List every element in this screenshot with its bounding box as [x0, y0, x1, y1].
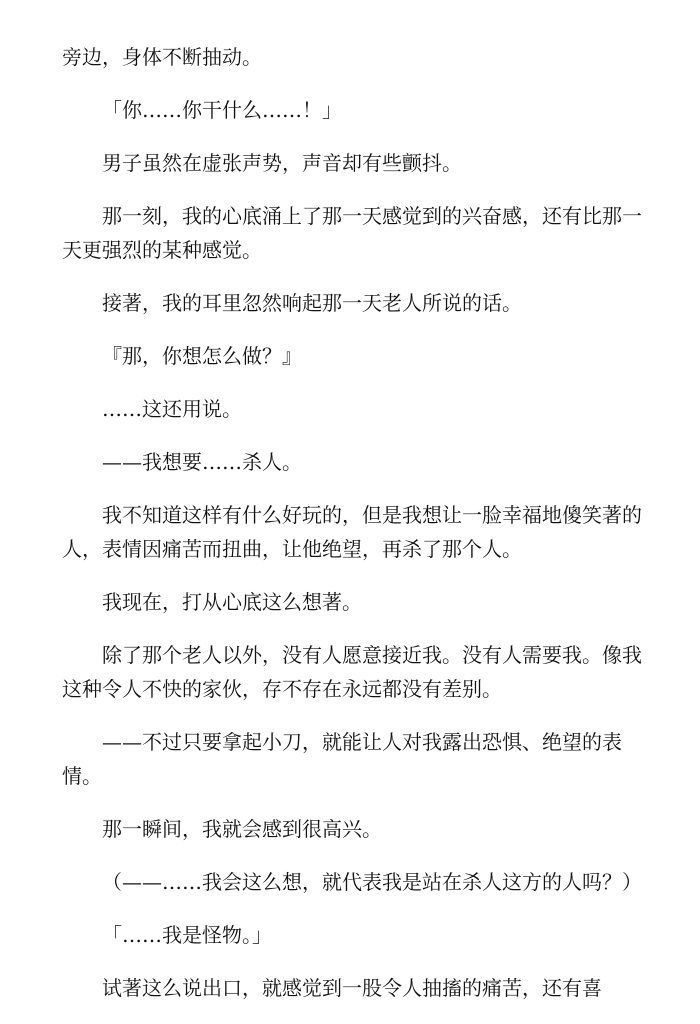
paragraph-6: 『那，你想怎么做？』 — [102, 344, 302, 368]
paragraph-9: 我不知道这样有什么好玩的，但是我想让一脸幸福地傻笑著的人，表情因痛苦而扭曲，让他绝望，再杀了那个人。 — [62, 503, 642, 561]
paragraph-2: 「你……你干什么……！」 — [102, 98, 342, 122]
paragraph-8: ——我想要……杀人。 — [102, 450, 302, 474]
paragraph-13: 那一瞬间，我就会感到很高兴。 — [102, 817, 382, 841]
novel-page — [62, 40, 642, 1024]
paragraph-15: 「……我是怪物。」 — [102, 923, 272, 947]
paragraph-16: 试著这么说出口，就感觉到一股令人抽搐的痛苦，还有喜 — [102, 976, 602, 1000]
paragraph-10: 我现在，打从心底这么想著。 — [102, 590, 362, 614]
paragraph-5: 接著，我的耳里忽然响起那一天老人所说的话。 — [102, 291, 522, 315]
paragraph-11: 除了那个老人以外，没有人愿意接近我。没有人需要我。像我这种令人不快的家伙，存不存在永远都没有差别。 — [62, 643, 642, 701]
paragraph-12: ——不过只要拿起小刀，就能让人对我露出恐惧、绝望的表情。 — [62, 730, 622, 788]
paragraph-7: ……这还用说。 — [102, 397, 242, 421]
paragraph-3: 男子虽然在虚张声势，声音却有些颤抖。 — [102, 151, 462, 175]
paragraph-14: （——……我会这么想，就代表我是站在杀人这方的人吗？） — [102, 870, 642, 894]
paragraph-4: 那一刻，我的心底涌上了那一天感觉到的兴奋感，还有比那一天更强烈的某种感觉。 — [62, 204, 642, 262]
paragraph-1: 旁边，身体不断抽动。 — [62, 45, 262, 69]
